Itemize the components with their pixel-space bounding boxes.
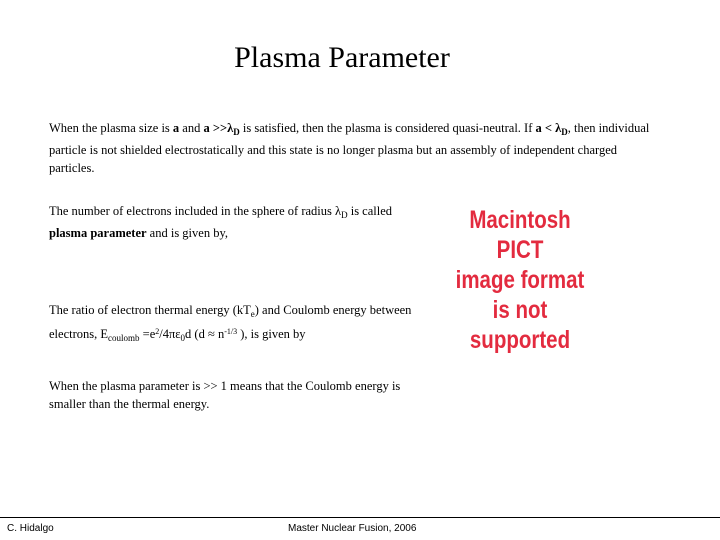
placeholder-line: image format	[455, 266, 585, 294]
unsupported-image-placeholder	[448, 206, 592, 354]
paragraph-plasma-parameter: The number of electrons included in the sphere of radius $\lambda_D$ is called plasma parameter and is given by,	[49, 204, 393, 240]
paragraph-energy-ratio: The ratio of electron thermal energy $(kT_e)$ and Coulomb energy between electrons, $E_{coulomb} =e^2/4\pi\varepsilon_0d$ ($d \approx n^{-1/3}$ ), is given by	[49, 303, 412, 343]
lambda-symbol: λ	[227, 121, 234, 135]
placeholder-line: is not supported	[469, 296, 571, 354]
slide-title: Plasma Parameter	[234, 41, 450, 74]
plasma-parameter-term: plasma parameter	[49, 226, 147, 240]
footer-author: C. Hidalgo	[7, 523, 54, 534]
paragraph-quasi-neutral: When the plasma size is a and $a >>\lambda_D$ is satisfied, then the plasma is considered quasi-neutral. If $a < \lambda_D$, then individual particle is not shielded electrostatically and this state is no longer plasma but an assembly of independent charged particles.	[49, 121, 650, 175]
paragraph-conclusion: When the plasma parameter is >> 1 means that the Coulomb energy is smaller than the thermal energy.	[49, 379, 401, 411]
placeholder-line: Macintosh PICT	[469, 206, 571, 264]
footer-course: Master Nuclear Fusion, 2006	[288, 523, 417, 534]
lambda-symbol: λ	[335, 204, 342, 218]
lambda-symbol: λ	[555, 121, 562, 135]
footer-divider	[0, 517, 720, 518]
